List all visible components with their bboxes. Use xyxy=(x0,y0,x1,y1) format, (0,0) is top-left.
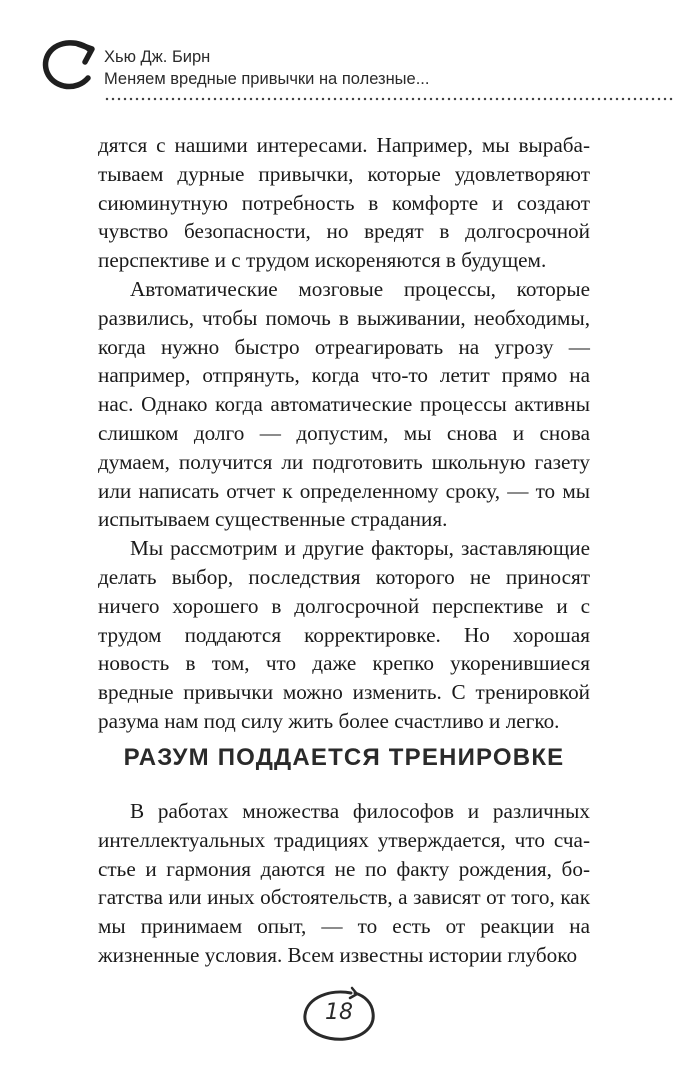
header-text xyxy=(104,46,429,90)
paragraph: В работах множества философов и различных интеллектуальных традициях утверждается, что счастье и гармония даются не по факту рождения, богатства или иных обстоятельств, а зависят от того, как мы принимаем опыт, — то есть от реакции на жизненные условия. Всем известны истории глубоко xyxy=(98,799,590,967)
paragraph: Автоматические мозговые процессы, которые развились, чтобы помочь в выживании, необходимы, когда нужно быстро отреагировать на угрозу — например, отпрянуть, когда что-то летит прямо на нас. Однако когда автоматические процессы активны слишком долго — допустим, мы снова и снова думаем, получится ли подготовить школьную газету или написать отчет к определенному сроку, — то мы испытываем существенные страдания. xyxy=(98,276,590,532)
header-book-title: Меняем вредные привычки на полезные... xyxy=(104,70,430,88)
page-number-label: 18 xyxy=(325,1000,353,1025)
curved-arrow-icon xyxy=(38,34,108,98)
header-dotted-rule xyxy=(104,97,674,101)
header-author: Хью Дж. Бирн xyxy=(104,48,211,66)
page-number xyxy=(297,985,381,1045)
paragraph: дятся с нашими интересами. Например, мы вырабатываем дурные привычки, которые удовлетворяют сиюминутную потребность в комфорте и создают чувство безопасности, но вредят в долгосрочной перспективе и с трудом искореняются в будущем. xyxy=(98,133,590,273)
body-text-top xyxy=(98,131,590,736)
section-heading: РАЗУМ ПОДДАЕТСЯ ТРЕНИРОВКЕ xyxy=(123,744,565,771)
body-text-bottom xyxy=(98,797,590,970)
running-header xyxy=(38,34,638,104)
paragraph: Мы рассмотрим и другие факторы, заставляющие делать выбор, последствия которого не приносят ничего хорошего в долгосрочной перспективе и с трудом поддаются корректировке. Но хорошая новость в том, что даже крепко укоренившиеся вредные привычки можно изменить. С тренировкой разума нам под силу жить более счастливо и легко. xyxy=(98,536,590,733)
